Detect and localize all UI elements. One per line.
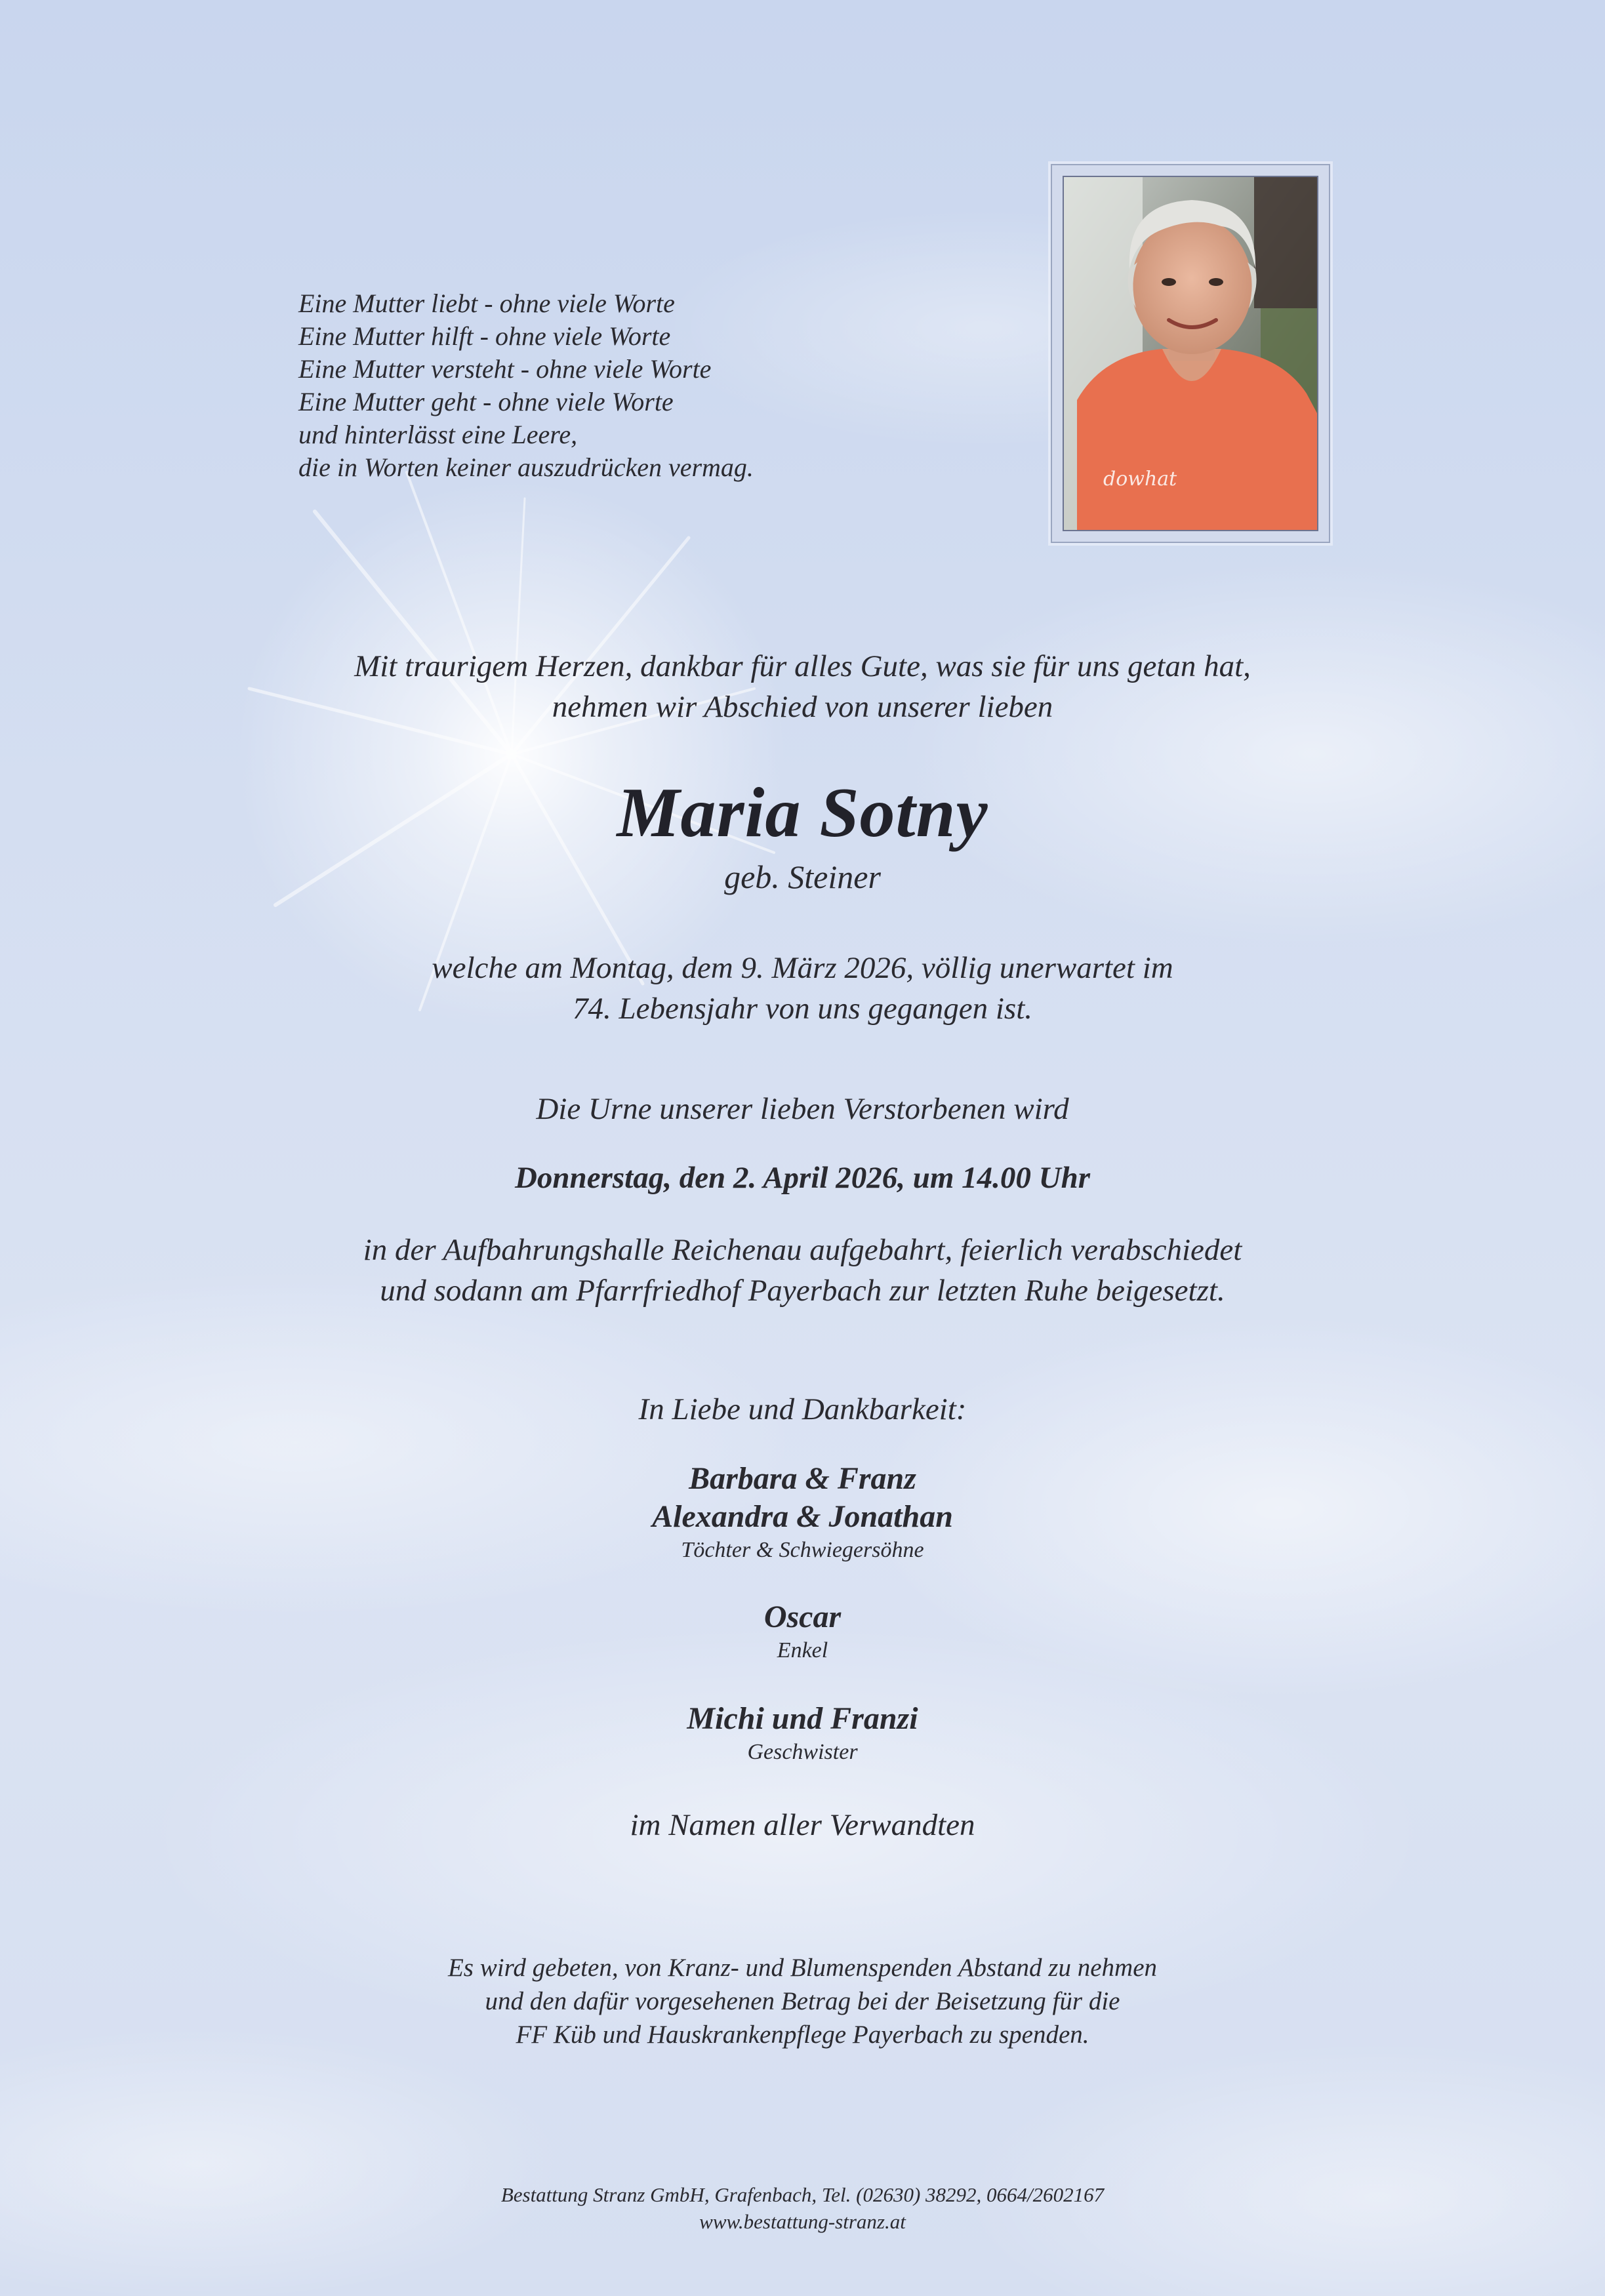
intro-line: nehmen wir Abschied von unserer lieben: [552, 690, 1053, 724]
poem-line: die in Worten keiner auszudrücken vermag.: [298, 453, 754, 482]
location-line: in der Aufbahrungshalle Reichenau aufgebahrt, feierlich verabschiedet: [363, 1233, 1242, 1267]
poem-line: Eine Mutter liebt - ohne viele Worte: [298, 289, 675, 318]
mourner-names: Alexandra & Jonathan: [652, 1499, 953, 1534]
mourner-role: Töchter & Schwiegersöhne: [681, 1538, 924, 1562]
location-line: und sodann am Pfarrfriedhof Payerbach zur letzten Ruhe beigesetzt.: [380, 1274, 1225, 1308]
poem-line: Eine Mutter geht - ohne viele Worte: [298, 387, 674, 416]
death-notice-line: welche am Montag, dem 9. März 2026, völlig unerwartet im: [432, 951, 1173, 985]
mourner-names: Barbara & Franz: [689, 1461, 916, 1496]
death-notice: [0, 948, 1605, 1029]
mourner-role: Enkel: [777, 1638, 828, 1662]
donation-request: [0, 1951, 1605, 2051]
birth-name: geb. Steiner: [724, 858, 881, 895]
relatives-line: im Namen aller Verwandten: [630, 1808, 975, 1842]
funeral-location: [0, 1230, 1605, 1311]
poem-line: Eine Mutter versteht - ohne viele Worte: [298, 354, 712, 384]
mourner-role: Geschwister: [747, 1740, 858, 1764]
request-line: Es wird gebeten, von Kranz- und Blumenspenden Abstand zu nehmen: [447, 1954, 1158, 1982]
funeral-home-footer: [0, 2181, 1605, 2235]
mourner-names: Oscar: [763, 1600, 842, 1634]
svg-text:dowhat: dowhat: [1103, 468, 1177, 491]
mourner-group-grandchildren: [0, 1598, 1605, 1665]
portrait-frame: [1051, 164, 1330, 543]
intro-text: [0, 646, 1605, 727]
poem: [298, 287, 889, 484]
mourner-group-siblings: [0, 1700, 1605, 1767]
portrait-photo: [1063, 176, 1318, 531]
funeral-date: Donnerstag, den 2. April 2026, um 14.00 Uhr: [514, 1161, 1091, 1195]
intro-line: Mit traurigem Herzen, dankbar für alles Gute, was sie für uns getan hat,: [354, 649, 1251, 683]
funeral-home-website: www.bestattung-stranz.at: [699, 2210, 906, 2233]
death-notice-line: 74. Lebensjahr von uns gegangen ist.: [572, 992, 1033, 1026]
poem-line: und hinterlässt eine Leere,: [298, 420, 578, 449]
funeral-home-info: Bestattung Stranz GmbH, Grafenbach, Tel. (02630) 38292, 0664/2602167: [500, 2183, 1105, 2206]
mourner-names: Michi und Franzi: [687, 1701, 918, 1736]
deceased-name: Maria Sotny: [617, 774, 988, 852]
thanks-heading: In Liebe und Dankbarkeit:: [638, 1392, 967, 1426]
urn-intro: Die Urne unserer lieben Verstorbenen wird: [536, 1092, 1069, 1126]
request-line: FF Küb und Hauskrankenpflege Payerbach zu spenden.: [516, 2021, 1089, 2049]
mourner-group-daughters: [0, 1460, 1605, 1565]
poem-line: Eine Mutter hilft - ohne viele Worte: [298, 321, 671, 351]
request-line: und den dafür vorgesehenen Betrag bei der Beisetzung für die: [485, 1987, 1120, 2015]
